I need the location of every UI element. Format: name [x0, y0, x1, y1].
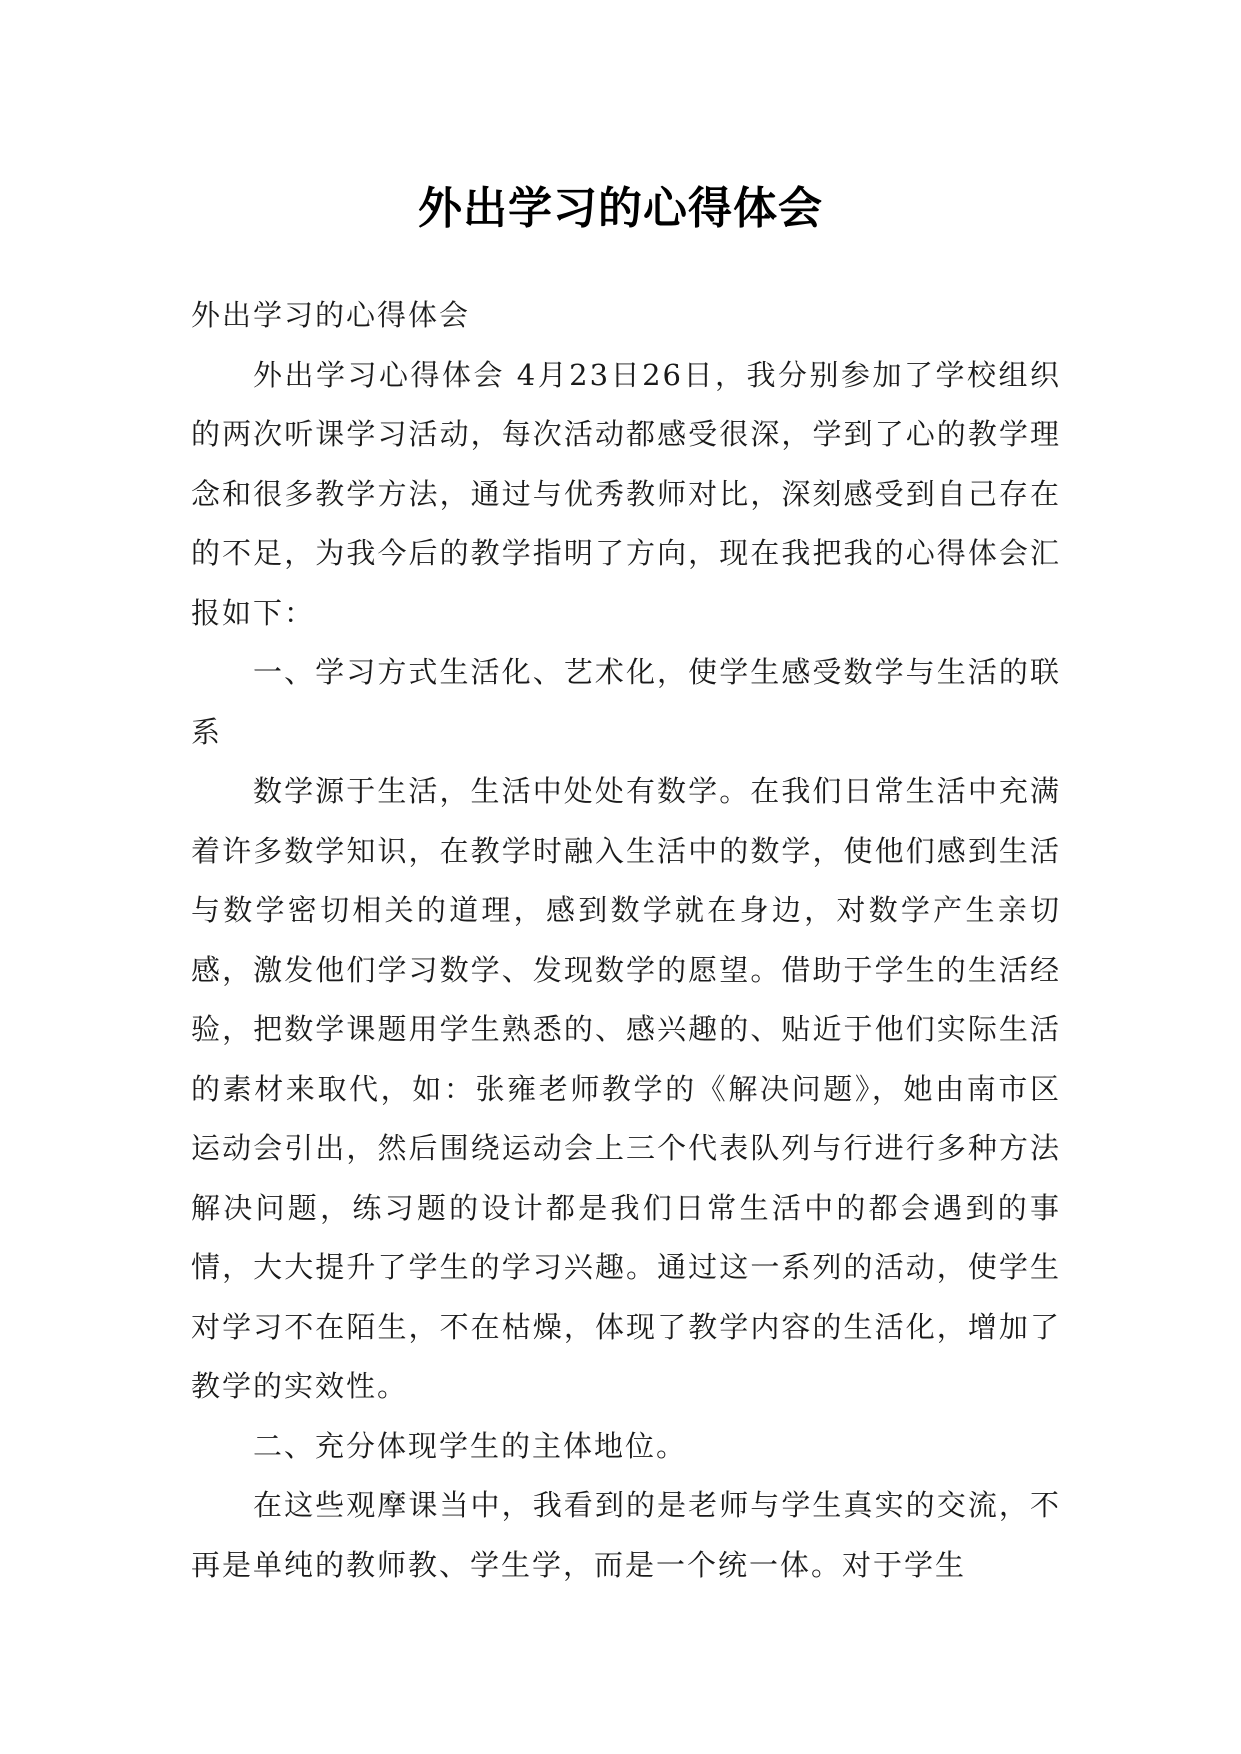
paragraph-subtitle: 外出学习的心得体会 [191, 298, 471, 332]
paragraph-intro: 外出学习心得体会 4月23日26日，我分别参加了学校组织的两次听课学习活动，每次活动都感受很深，学到了心的教学理念和很多教学方法，通过与优秀教师对比，深刻感受到自己存在的不足，为我今后的教学指明了方向，现在我把我的心得体会汇报如下： [191, 357, 1061, 630]
section-heading-1: 一、学习方式生活化、艺术化，使学生感受数学与生活的联系 [191, 655, 1061, 749]
section-heading-2: 二、充分体现学生的主体地位。 [253, 1428, 688, 1463]
paragraph-section-2: 在这些观摩课当中，我看到的是老师与学生真实的交流，不再是单纯的教师教、学生学，而是一个统一体。对于学生 [191, 1488, 1061, 1582]
paragraph-section-1: 数学源于生活，生活中处处有数学。在我们日常生活中充满着许多数学知识，在教学时融入生活中的数学，使他们感到生活与数学密切相关的道理，感到数学就在身边，对数学产生亲切感，激发他们学习数学、发现数学的愿望。借助于学生的生活经验，把数学课题用学生熟悉的、感兴趣的、贴近于他们实际生活的素材来取代，如：张雍老师教学的《解决问题》，她由南市区运动会引出，然后围绕运动会上三个代表队列与行进行多种方法解决问题，练习题的设计都是我们日常生活中的都会遇到的事情，大大提升了学生的学习兴趣。通过这一系列的活动，使学生对学习不在陌生，不在枯燥，体现了教学内容的生活化，增加了教学的实效性。 [191, 774, 1061, 1403]
document-body [191, 286, 1061, 1595]
document-title: 外出学习的心得体会 [418, 183, 823, 235]
